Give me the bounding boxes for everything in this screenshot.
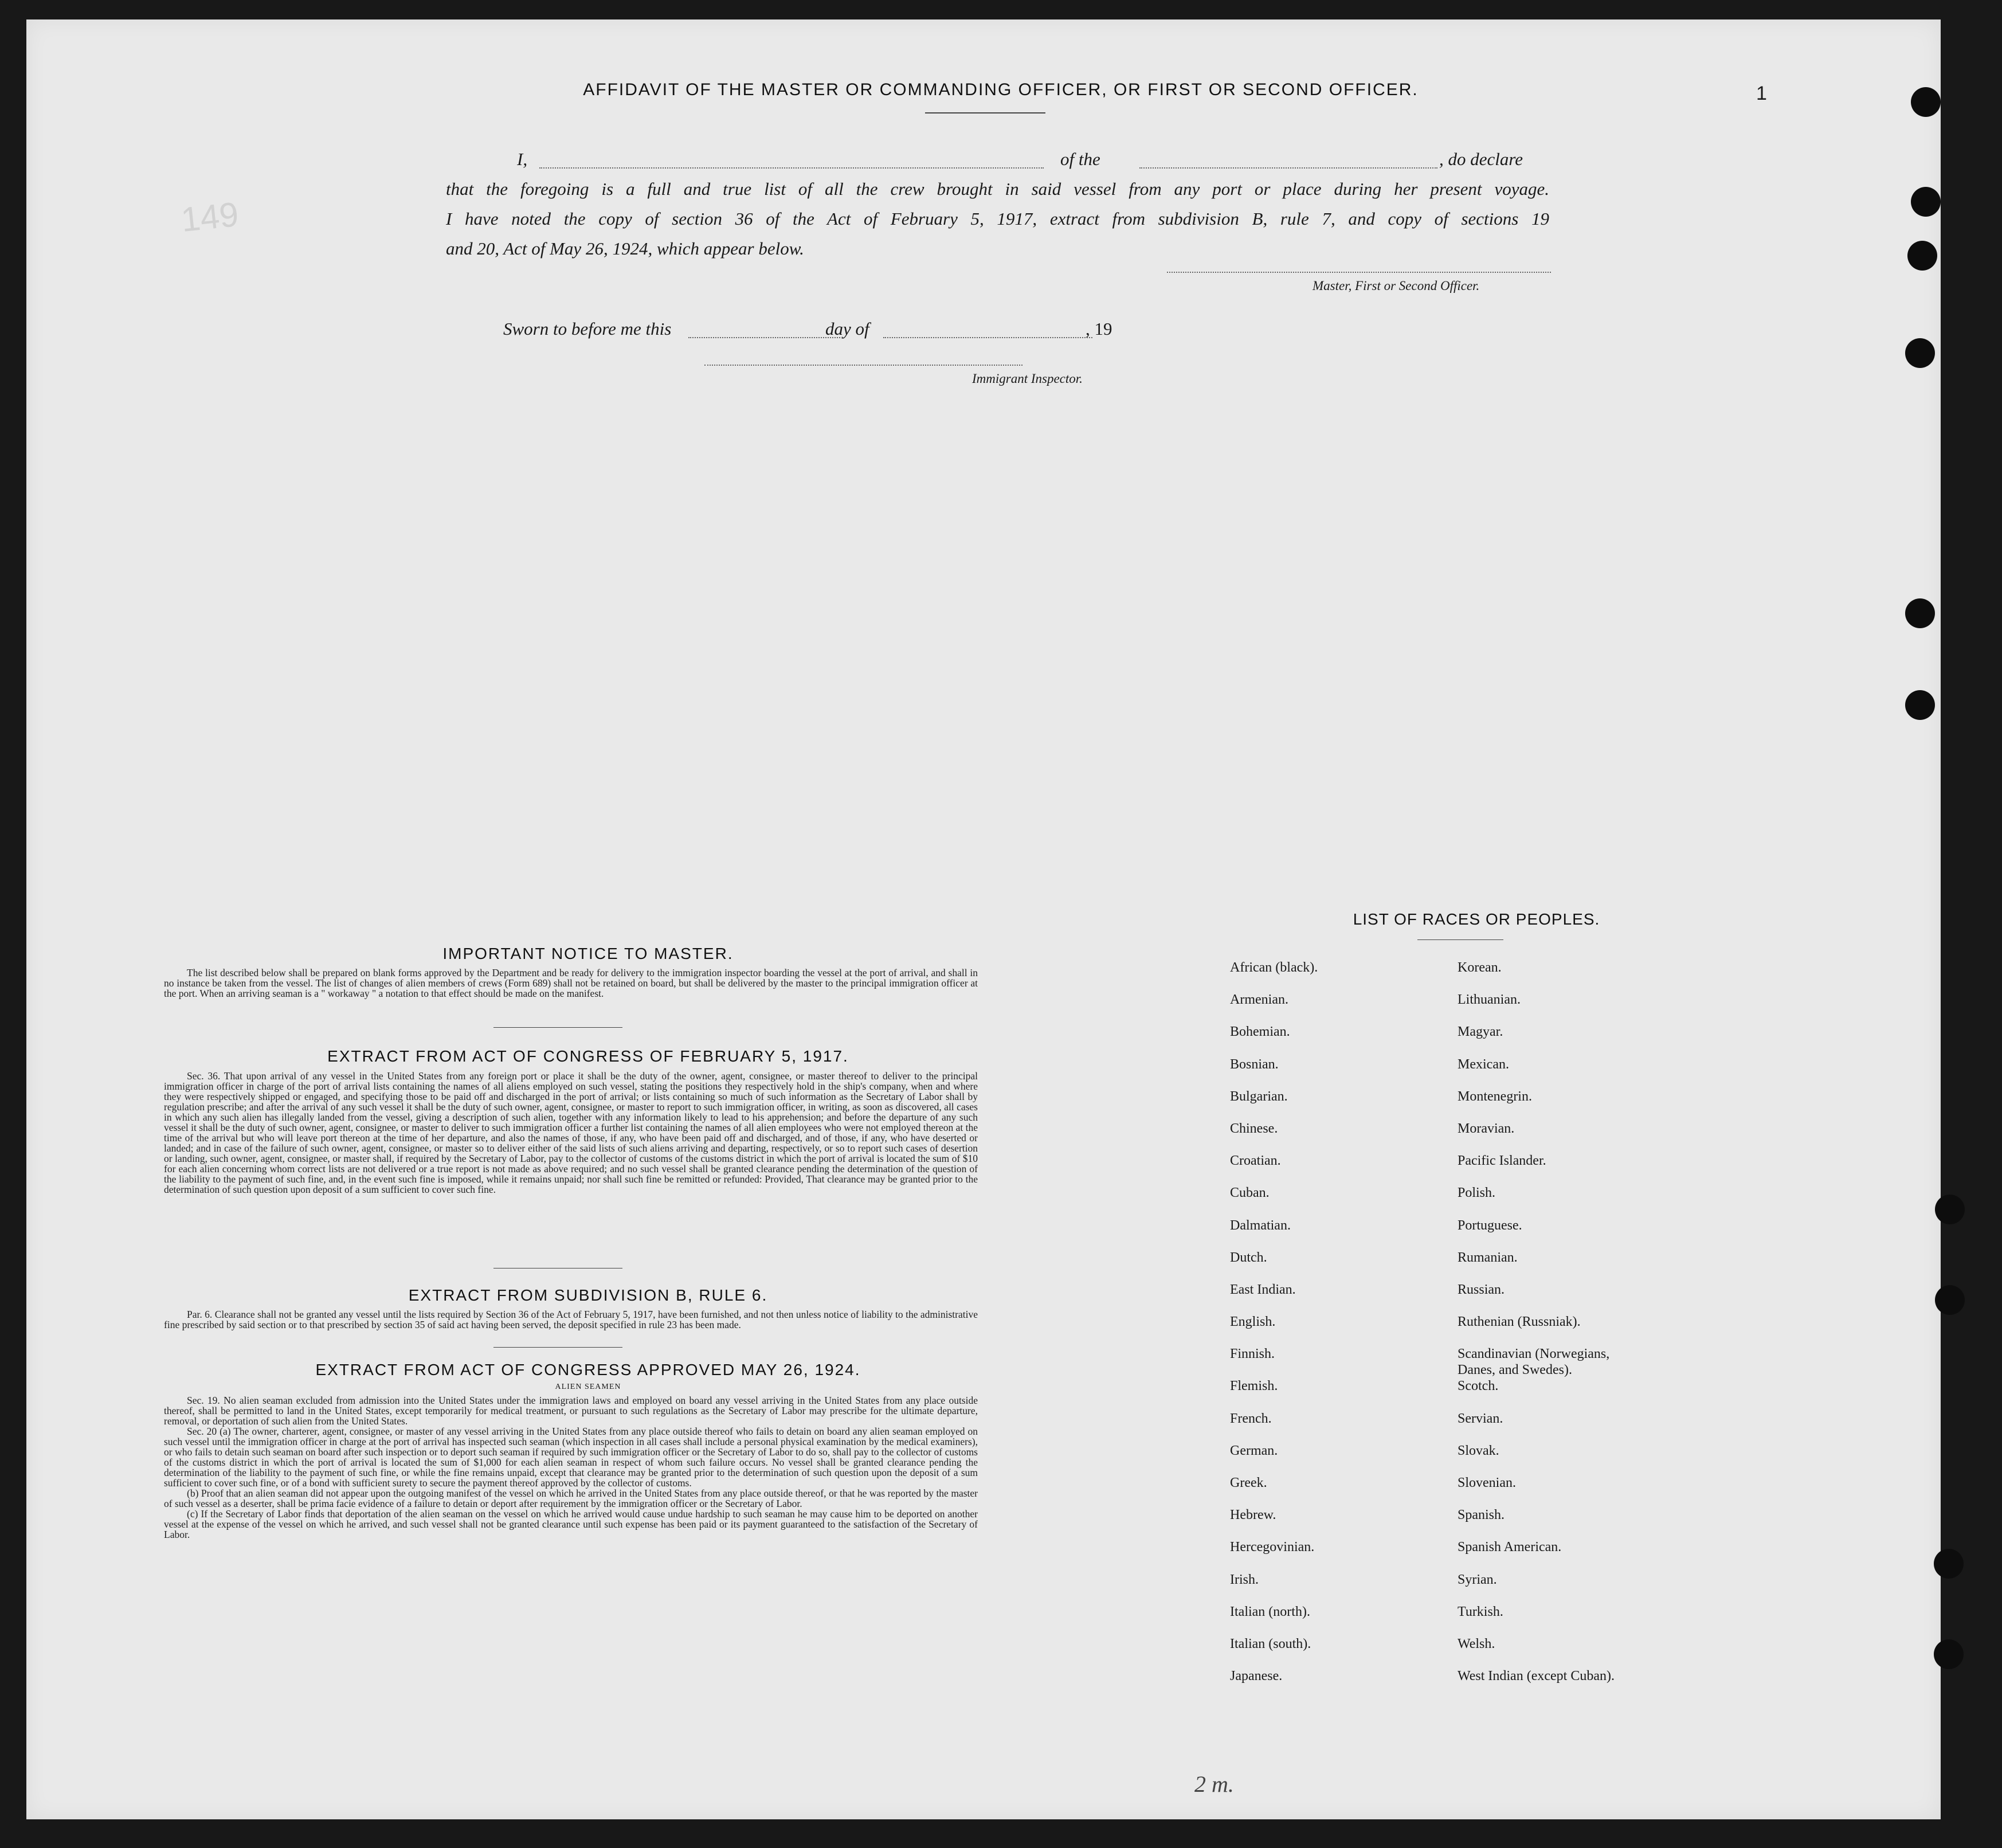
affidavit-title-rule: [925, 112, 1045, 113]
punch-hole: [1907, 241, 1937, 271]
punch-hole: [1934, 1639, 1964, 1669]
race-item: East Indian.: [1230, 1282, 1296, 1297]
race-item: Scandinavian (Norwegians, Danes, and Swedes).: [1458, 1346, 1610, 1378]
extract-1924-paragraph: (c) If the Secretary of Labor finds that deportation of the alien seaman on the vessel on which he arrived would cause undue hardship to such seaman he may cause him to be deported on another vessel at the expense of the vessel on which he arrived, and such vessel shall not be granted clearance until such expense has been paid or its payment guaranteed to the satisfaction of the Secretary of Labor.: [164, 1508, 978, 1540]
sworn-year-label: , 19: [1086, 319, 1112, 339]
affidavit-line-3: I have noted the copy of section 36 of the Act of February 5, 1917, extract from subdivision B, rule 7, and copy of sections 19: [446, 209, 1549, 229]
punch-hole: [1935, 1195, 1965, 1224]
extract-1924-text: [164, 1395, 978, 1540]
race-item: Hercegovinian.: [1230, 1540, 1315, 1555]
race-item: Japanese.: [1230, 1669, 1283, 1684]
extract-1924-paragraph: Sec. 19. No alien seaman excluded from admission into the United States under the immigration laws and employed on board any vessel arriving in the United States from any place outside thereof, shall be permitted to land in the United States, except temporarily for medical treatment, or pursuant to such regulations as the Secretary of Labor may prescribe for the ultimate departure, removal, or deportation of such alien from the United States.: [164, 1395, 978, 1427]
race-item: Dutch.: [1230, 1250, 1267, 1265]
extract-1924-paragraph: Sec. 20 (a) The owner, charterer, agent, consignee, or master of any vessel arriving in the United States from any place outside thereof who fails to detain on board any alien seaman employed on such vessel until the immigration officer in charge at the port of arrival has inspected such seaman (which inspection in all cases shall include a personal physical examination by the medical examiners), or who fails to detain such seaman on board after such inspection or to deport such seaman if required by such immigration officer or the Secretary of Labor to do so, shall pay to the collector of customs of the customs district in which the port of arrival is located the sum of $1,000 for each alien seaman in respect of whom such failure occurs. No vessel shall be granted clearance pending the determination of the liability to the payment of such fine, or while the fine remains unpaid, except that clearance may be granted prior to the determination of such question upon the deposit of a sum sufficient to cover such fine, or of a bond with sufficient surety to secure the payment thereof approved by the collector of customs.: [164, 1426, 978, 1489]
extract-1917-paragraph: Sec. 36. That upon arrival of any vessel in the United States from any foreign port or place it shall be the duty of the owner, agent, consignee, or master thereof to deliver to the principal immigration officer in charge of the port of arrival lists containing the names of all aliens employed on such vessel, stating the positions they respectively hold in the ship's company, when and where they were respectively shipped or engaged, and specifying those to be paid off and discharged in the port of arrival; or lists containing so much of such information as the Secretary of Labor shall by regulation prescribe; and after the arrival of any such vessel it shall be the duty of such owner, agent, consignee, or master to report to such immigration officer, in writing, as soon as discovered, all cases in which any such alien has illegally landed from the vessel, giving a description of such alien, together with any information likely to lead to his apprehension; and before the departure of any such vessel it shall be the duty of such owner, agent, consignee, or master to deliver to such immigration officer a further list containing the names of all alien employees who were not employed thereon at the time of the arrival but who will leave port thereon at the time of her departure, and also the names of those, if any, who have been paid off and discharged, and of those, if any, who have deserted or landed; and in case of the failure of such owner, agent, consignee, or master so to deliver either of the said lists of such aliens arriving and departing, respectively, or so to report such cases of desertion or landing, such owner, agent, consignee, or master shall, if required by the Secretary of Labor, pay to the collector of customs of the customs district in which the port of arrival is located the sum of $10 for each alien concerning whom correct lists are not delivered or a true report is not made as above required; and no such vessel shall be granted clearance pending the determination of the question of the liability to the payment of such fine, and, in the event such fine is imposed, while it remains unpaid; nor shall such fine be remitted or refunded: Provided, That clearance may be granted prior to the determination of such question upon deposit of a sum sufficient to cover such fine.: [164, 1070, 978, 1195]
sworn-prefix: Sworn to before me this: [503, 319, 672, 339]
punch-hole: [1935, 1285, 1965, 1315]
race-item: Portuguese.: [1458, 1217, 1522, 1233]
affidavit-line-2: that the foregoing is a full and true list of all the crew brought in said vessel from any port or place during her present voyage.: [446, 179, 1549, 199]
race-item: Lithuanian.: [1458, 992, 1521, 1008]
race-item: Dalmatian.: [1230, 1217, 1291, 1233]
extract-rule6-text: [164, 1309, 978, 1330]
punch-hole: [1905, 598, 1935, 628]
races-column-1: [1230, 960, 1425, 1700]
race-item: Russian.: [1458, 1282, 1505, 1297]
extract-rule6-divider: [493, 1347, 622, 1348]
name-blank[interactable]: [539, 167, 1044, 169]
important-notice-title: IMPORTANT NOTICE TO MASTER.: [442, 945, 734, 962]
punch-hole: [1934, 1549, 1964, 1579]
race-item: Magyar.: [1458, 1024, 1503, 1040]
race-item: Scotch.: [1458, 1379, 1499, 1394]
affidavit-line-4: and 20, Act of May 26, 1924, which appear below.: [446, 238, 804, 259]
race-item: Montenegrin.: [1458, 1089, 1532, 1104]
extract-1917-text: [164, 1071, 978, 1195]
master-signature-label: Master, First or Second Officer.: [1313, 279, 1480, 293]
race-item: Polish.: [1458, 1185, 1496, 1201]
corner-mark: 1: [1756, 83, 1767, 104]
race-item: Pacific Islander.: [1458, 1153, 1546, 1169]
race-item: German.: [1230, 1443, 1278, 1458]
race-item: Slovak.: [1458, 1443, 1499, 1458]
important-notice-text: [164, 968, 978, 999]
race-item: Servian.: [1458, 1411, 1503, 1426]
races-title-rule: [1417, 939, 1503, 940]
race-item: Spanish American.: [1458, 1540, 1562, 1555]
race-item: Syrian.: [1458, 1572, 1497, 1587]
important-notice-paragraph: The list described below shall be prepared on blank forms approved by the Department and be ready for delivery to the immigration inspector boarding the vessel at the port of arrival, and shall in no instance be taken from the vessel. The list of changes of alien members of crews (Form 689) shall not be retained on board, but shall be delivered by the master to the principal immigration officer at the port. When an arriving seaman is a " workaway " a notation to that effect should be made on the manifest.: [164, 967, 978, 999]
affidavit-of-the-label: of the: [1060, 149, 1100, 169]
race-item: West Indian (except Cuban).: [1458, 1669, 1615, 1684]
punch-hole: [1905, 338, 1935, 368]
affidavit-declare-label: , do declare: [1439, 149, 1523, 169]
race-item: Croatian.: [1230, 1153, 1281, 1169]
sworn-month-blank[interactable]: [883, 337, 1092, 338]
race-item: Rumanian.: [1458, 1250, 1518, 1265]
race-item: Turkish.: [1458, 1604, 1503, 1619]
punch-hole: [1911, 87, 1941, 117]
race-item: Irish.: [1230, 1572, 1259, 1587]
extract-1917-title: EXTRACT FROM ACT OF CONGRESS OF FEBRUARY 5, 1917.: [327, 1047, 849, 1065]
affidavit-title: AFFIDAVIT OF THE MASTER OR COMMANDING OFFICER, OR FIRST OR SECOND OFFICER.: [583, 80, 1419, 99]
inspector-signature-label: Immigrant Inspector.: [972, 371, 1083, 386]
document-page: [26, 19, 1941, 1819]
race-item: French.: [1230, 1411, 1272, 1426]
margin-number: 149: [179, 194, 241, 240]
race-item: Ruthenian (Russniak).: [1458, 1314, 1581, 1330]
race-item: Moravian.: [1458, 1121, 1515, 1136]
race-item: Bohemian.: [1230, 1024, 1290, 1040]
punch-hole: [1911, 187, 1941, 217]
race-item: African (black).: [1230, 960, 1318, 975]
sworn-date-blank[interactable]: [688, 337, 840, 338]
bottom-marks: 2 m.: [1194, 1771, 1234, 1797]
race-item: Korean.: [1458, 960, 1502, 975]
notice-divider: [493, 1027, 622, 1028]
race-item: Finnish.: [1230, 1346, 1275, 1362]
races-title: LIST OF RACES OR PEOPLES.: [1353, 910, 1600, 928]
race-item: Hebrew.: [1230, 1508, 1276, 1523]
race-item: Spanish.: [1458, 1508, 1505, 1523]
affidavit-i-label: I,: [517, 149, 528, 169]
extract-rule6-paragraph: Par. 6. Clearance shall not be granted any vessel until the lists required by Section 36 of the Act of February 5, 1917, have been furnished, and not then unless notice of liability to the administrative fine prescribed by said section or to that prescribed by section 35 of said act having been served, the deposit specified in rule 23 has been made.: [164, 1309, 978, 1330]
punch-hole: [1905, 690, 1935, 720]
race-item: Armenian.: [1230, 992, 1288, 1008]
vessel-blank[interactable]: [1139, 167, 1437, 169]
race-item: English.: [1230, 1314, 1276, 1330]
race-item: Bosnian.: [1230, 1056, 1279, 1072]
extract-1924-subtitle: ALIEN SEAMEN: [555, 1383, 621, 1391]
extract-rule6-title: EXTRACT FROM SUBDIVISION B, RULE 6.: [408, 1286, 768, 1304]
race-item: Cuban.: [1230, 1185, 1270, 1201]
race-item: Mexican.: [1458, 1056, 1509, 1072]
race-item: Italian (north).: [1230, 1604, 1310, 1619]
race-item: Greek.: [1230, 1475, 1267, 1490]
race-item: Flemish.: [1230, 1379, 1278, 1394]
race-item: Slovenian.: [1458, 1475, 1516, 1490]
inspector-signature-line[interactable]: [704, 365, 1022, 366]
race-item: Chinese.: [1230, 1121, 1278, 1136]
races-column-2: [1458, 960, 1704, 1700]
extract-1924-paragraph: (b) Proof that an alien seaman did not appear upon the outgoing manifest of the vessel on which he arrived in the United States from any place outside thereof, or that he was reported by the master of such vessel as a deserter, shall be prima facie evidence of a failure to detain or deport after requirement by the immigration officer or the Secretary of Labor.: [164, 1487, 978, 1509]
sworn-day-of-label: day of: [825, 319, 869, 339]
race-item: Italian (south).: [1230, 1636, 1311, 1651]
race-item: Welsh.: [1458, 1636, 1495, 1651]
extract-1924-title: EXTRACT FROM ACT OF CONGRESS APPROVED MAY 26, 1924.: [315, 1361, 861, 1379]
race-item: Bulgarian.: [1230, 1089, 1288, 1104]
master-signature-line[interactable]: [1167, 272, 1551, 273]
